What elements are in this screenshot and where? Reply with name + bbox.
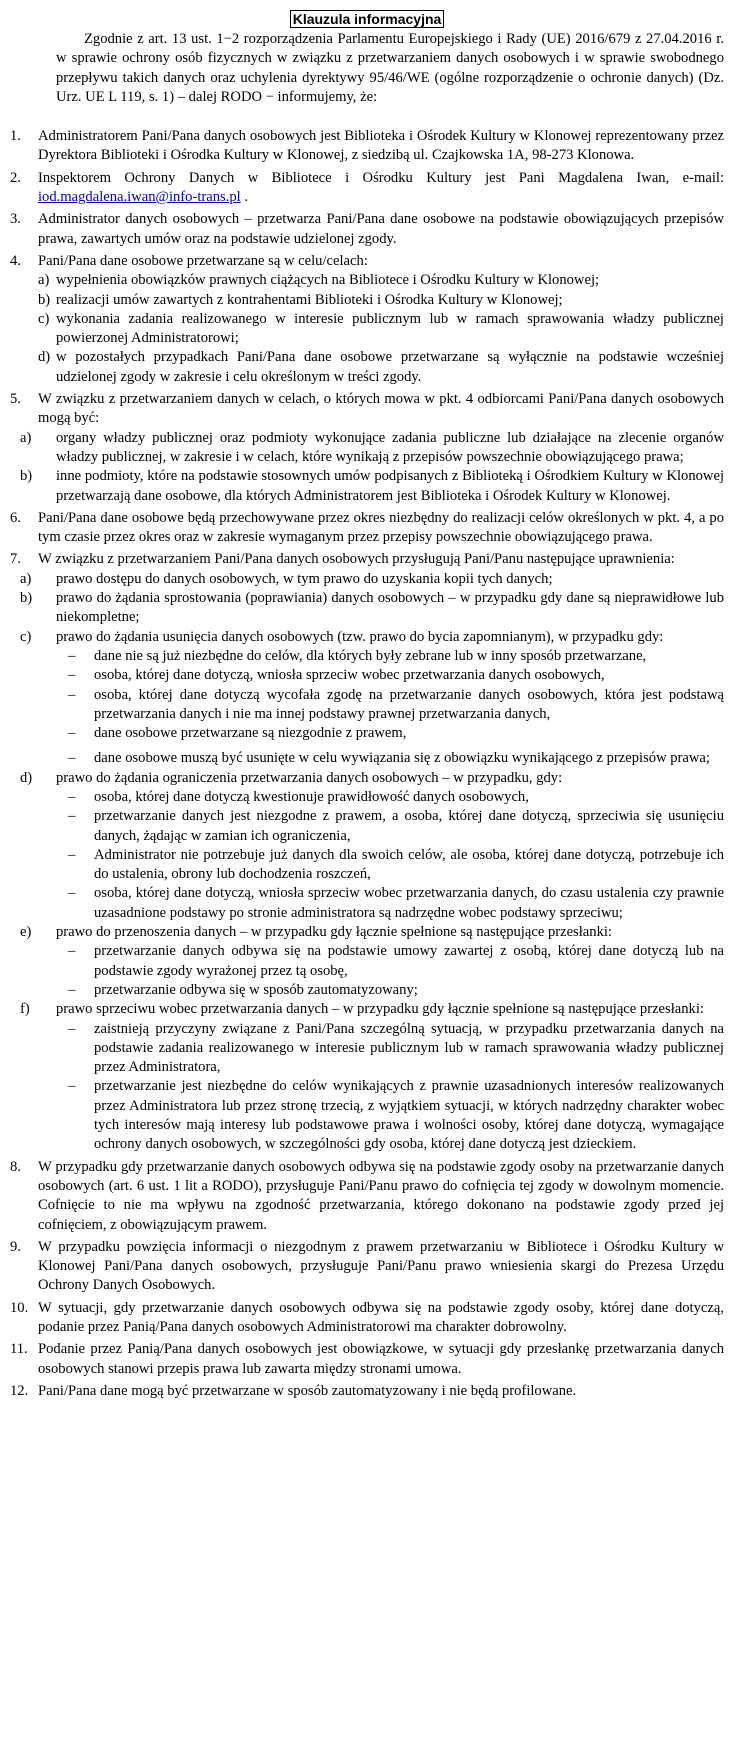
sub-item-label: a) [20, 429, 32, 446]
item-text-content: W przypadku powzięcia informacji o niezgodnym z prawem przetwarzaniu w Bibliotece i Ośrodku Kultury w Klonowej Pani/Pana danych osobowych, przysługuje Pani/Panu prawo wniesienia skargi do Prezesa Urzędu Ochrony Danych Osobowych. [38, 1238, 724, 1294]
item-number: 2. [10, 169, 21, 186]
item-text-content: W związku z przetwarzaniem Pani/Pana danych osobowych przysługują Pani/Panu następujące uprawnienia: [38, 551, 675, 568]
dash-item-text: osoba, której dane dotyczą, wniosła sprzeciw wobec przetwarzania danych, do czasu ustalenia czy prawnie uzasadnione podstawy po stronie administratora są nadrzędne wobec podstawy sprzeciwu; [94, 885, 724, 921]
list-item [10, 390, 724, 506]
dash-item [68, 724, 724, 743]
sub-item [20, 628, 724, 769]
item-text-content: Pani/Pana dane osobowe przetwarzane są w celu/celach: [38, 252, 368, 269]
item-number: 9. [10, 1238, 21, 1255]
list-item [10, 509, 724, 548]
sub-item-body [56, 570, 724, 589]
list-item [10, 1238, 724, 1296]
dash-item [68, 1077, 724, 1154]
list-item [10, 1382, 724, 1401]
dash-item-text: przetwarzanie odbywa się w sposób zautomatyzowany; [94, 981, 418, 998]
dash-item-text: dane osobowe muszą być usunięte w celu wywiązania się z obowiązku wynikającego z przepisów prawa; [94, 750, 710, 767]
dash-item-text: osoba, której dane dotyczą, wniosła sprzeciw wobec przetwarzania danych osobowych, [94, 667, 605, 684]
sub-item-text: prawo dostępu do danych osobowych, w tym prawo do uzyskania kopii tych danych; [56, 570, 553, 587]
item-text-content: Administratorem Pani/Pana danych osobowych jest Biblioteka i Ośrodek Kultury w Klonowej reprezentowany przez Dyrektora Biblioteki i Ośrodka Kultury w Klonowej, z siedzibą ul. Czajkowska 1A, 98-273 Klonowa. [38, 128, 724, 164]
dash-marker: – [68, 725, 76, 742]
dash-marker: – [68, 750, 76, 767]
item-text [38, 1382, 724, 1401]
item-number: 5. [10, 391, 21, 408]
clause-list [10, 127, 724, 1401]
item-text [38, 252, 724, 271]
dash-item [68, 807, 724, 846]
sub-item [20, 769, 724, 923]
dash-marker: – [68, 686, 76, 703]
item-number: 8. [10, 1158, 21, 1175]
list-item [10, 1340, 724, 1379]
document-title [10, 10, 724, 28]
title-text: Klauzula informacyjna [290, 10, 445, 28]
sub-item [20, 923, 724, 1000]
dash-item [68, 942, 724, 981]
sub-item-body [56, 628, 724, 769]
dash-item-text: osoba, której dane dotyczą kwestionuje prawidłowość danych osobowych, [94, 788, 529, 805]
list-item [10, 169, 724, 208]
item-number: 7. [10, 551, 21, 568]
item-body [20, 550, 724, 1154]
sub-item-label: b) [20, 468, 33, 485]
dash-marker: – [68, 1078, 76, 1095]
item-text [38, 509, 724, 548]
list-item [10, 1299, 724, 1338]
item-text-content: W przypadku gdy przetwarzanie danych osobowych odbywa się na podstawie zgody osoby na przetwarzanie danych osobowych (art. 6 ust. 1 lit a RODO), przysługuje Pani/Panu prawo do cofnięcia tej zgody w dowolnym momencie. Cofnięcie to nie ma wpływu na zgodność przetwarzania, którego dokonano na podstawie zgody przed jej cofnięciem, z obowiązującym prawem. [38, 1158, 724, 1233]
sub-item-label: d) [38, 349, 51, 366]
sub-item-label: b) [38, 291, 51, 308]
item-body [38, 169, 724, 208]
item-number: 6. [10, 509, 21, 526]
item-number: 3. [10, 211, 21, 228]
dash-marker: – [68, 667, 76, 684]
list-item [10, 1158, 724, 1235]
item-number: 1. [10, 128, 21, 145]
sub-item-text: wypełnienia obowiązków prawnych ciążących na Bibliotece i Ośrodku Kultury w Klonowej; [56, 272, 600, 289]
sub-item-body [56, 348, 724, 387]
list-item [10, 210, 724, 249]
sub-item-body [56, 923, 724, 1000]
item-text-content: Pani/Pana dane osobowe będą przechowywane przez okres niezbędny do realizacji celów określonych w pkt. 4, a po tym czasie przez okres oraz w zakresie wymaganym przez przepisy powszechnie obowiązującego prawa. [38, 509, 724, 546]
item-body [38, 252, 724, 387]
item-body [38, 127, 724, 166]
dash-item-text: przetwarzanie danych jest niezgodne z prawem, a osoba, której dane dotyczą, sprzeciwia się usunięciu danych, żądając w zamian ich ograniczenia, [94, 808, 724, 844]
item-body [20, 390, 724, 506]
sub-item [38, 271, 724, 290]
item-body [38, 509, 724, 548]
sub-item-body [56, 589, 724, 628]
sub-item-label: c) [38, 310, 50, 327]
sub-item [20, 429, 724, 468]
dash-marker: – [68, 885, 76, 902]
item-text [38, 1299, 724, 1338]
dash-item [68, 884, 724, 923]
dash-item [68, 686, 724, 725]
dash-item [68, 647, 724, 666]
sub-item-text: inne podmioty, które na podstawie stosownych umów podpisanych z Biblioteką i Ośrodkiem Kultury w Klonowej przetwarzają dane osobowe, dla których Administratorem jest Biblioteka i Ośrodek Kultury w Klonowej. [56, 468, 724, 504]
sub-item-label: a) [20, 570, 32, 587]
sub-item-body [56, 1000, 724, 1154]
item-text-content: W związku z przetwarzaniem danych w celach, o których mowa w pkt. 4 odbiorcami Pani/Pana danych osobowych mogą być: [38, 391, 724, 427]
item-number: 12. [10, 1382, 29, 1399]
dash-item-text: zaistnieją przyczyny związane z Pani/Pana szczególną sytuacją, w przypadku przetwarzania danych na podstawie zadania realizowanego w interesie publicznym lub w ramach sprawowania władzy publicznej przez Administratora, [94, 1020, 724, 1076]
dash-marker: – [68, 808, 76, 825]
item-text-content: Podanie przez Panią/Pana danych osobowych jest obowiązkowe, w sytuacji gdy przesłankę przetwarzania danych osobowych stanowi przepis prawa lub zawarta między stronami umowa. [38, 1341, 724, 1377]
sub-item-text: w pozostałych przypadkach Pani/Pana dane osobowe przetwarzane są wyłącznie na podstawie wcześniej udzielonej zgody w zakresie i celu określonym w treści zgody. [56, 349, 724, 385]
sub-item-text: prawo do żądania ograniczenia przetwarzania danych osobowych – w przypadku, gdy: [56, 769, 563, 786]
sub-item-body [56, 429, 724, 468]
intro-paragraph: Zgodnie z art. 13 ust. 1−2 rozporządzenia Parlamentu Europejskiego i Rady (UE) 2016/679 z 27.04.2016 r. w sprawie ochrony osób fizycznych w związku z przetwarzaniem danych osobowych i w sprawie swobodnego przepływu takich danych oraz uchylenia dyrektywy 95/46/WE (ogólne rozporządzenie o ochronie danych) (Dz. Urz. UE L 119, s. 1) – dalej RODO − informujemy, że: [56, 31, 724, 105]
sub-item-label: d) [20, 769, 33, 786]
sub-item-body [56, 310, 724, 349]
sub-item [20, 1000, 724, 1154]
dash-item [68, 666, 724, 685]
list-item [10, 127, 724, 166]
item-text [38, 550, 724, 569]
dash-item-text: osoba, której dane dotyczą wycofała zgodę na przetwarzanie danych osobowych, która jest podstawą przetwarzania danych i nie ma innej podstawy prawnej przetwarzania danych, [94, 686, 724, 722]
dash-item-text: przetwarzanie danych odbywa się na podstawie umowy zawartej z osobą, której dane dotyczą lub na podstawie zgody wyrażonej przez tą osobę, [94, 943, 724, 979]
dash-item [68, 846, 724, 885]
sub-item-body [56, 271, 724, 290]
item-number: 11. [10, 1341, 28, 1358]
dash-item-text: dane nie są już niezbędne do celów, dla których były zebrane lub w inny sposób przetwarzane, [94, 647, 647, 664]
sub-item [38, 291, 724, 310]
email-suffix: . [240, 189, 248, 206]
sub-item-body [56, 769, 724, 923]
item-text [38, 390, 724, 429]
item-body [38, 1382, 724, 1401]
item-text [38, 1158, 724, 1235]
email-link[interactable]: iod.magdalena.iwan@info-trans.pl [38, 189, 241, 206]
sub-item-text: prawo do żądania sprostowania (poprawiania) danych osobowych – w przypadku gdy dane są nieprawidłowe lub niekompletne; [56, 590, 724, 626]
item-text [38, 1238, 724, 1296]
sub-item [20, 467, 724, 506]
item-text-content: Administrator danych osobowych – przetwarza Pani/Pana dane osobowe na podstawie obowiązujących przepisów prawa, zawartych umów oraz na podstawie udzielonej zgody. [38, 211, 724, 247]
sub-item-label: b) [20, 590, 33, 607]
sub-item-body [56, 467, 724, 506]
sub-item-text: prawo sprzeciwu wobec przetwarzania danych – w przypadku gdy łącznie spełnione są następujące przesłanki: [56, 1001, 704, 1018]
item-text-content: Pani/Pana dane mogą być przetwarzane w sposób zautomatyzowany i nie będą profilowane. [38, 1382, 577, 1399]
item-body [38, 210, 724, 249]
dash-item [68, 749, 724, 768]
sub-item-text: organy władzy publicznej oraz podmioty wykonujące zadania publiczne lub działające na zlecenie organów władzy publicznej, w zakresie i w celach, które wynikają z przepisów powszechnie obowiązującego prawa; [56, 429, 724, 465]
sub-item-label: a) [38, 272, 50, 289]
dash-item [68, 981, 724, 1000]
item-body [38, 1238, 724, 1296]
dash-item-text: Administrator nie potrzebuje już danych dla swoich celów, ale osoba, której dane dotyczą, potrzebuje ich do ustalenia, obrony lub dochodzenia roszczeń, [94, 846, 724, 883]
dash-marker: – [68, 788, 76, 805]
item-number: 4. [10, 252, 21, 269]
dash-marker: – [68, 1020, 76, 1037]
item-body [38, 1299, 724, 1338]
item-text-content: W sytuacji, gdy przetwarzanie danych osobowych odbywa się na podstawie zgody osoby, której dane dotyczą, podanie przez Panią/Pana danych osobowych Administratorowi ma charakter dobrowolny. [38, 1299, 724, 1335]
sub-item-text: prawo do żądania usunięcia danych osobowych (tzw. prawo do bycia zapomnianym), w przypadku gdy: [56, 628, 664, 645]
sub-item-label: f) [20, 1001, 30, 1018]
dash-marker: – [68, 846, 76, 863]
item-text-content: Inspektorem Ochrony Danych w Bibliotece i Ośrodku Kultury jest Pani Magdalena Iwan, e-mail: [38, 169, 724, 186]
sub-item-label: e) [20, 924, 32, 941]
sub-item-label: c) [20, 628, 32, 645]
sub-item [20, 589, 724, 628]
sub-item [20, 570, 724, 589]
sub-item-text: prawo do przenoszenia danych – w przypadku gdy łącznie spełnione są następujące przesłanki: [56, 924, 612, 941]
dash-item-text: dane osobowe przetwarzane są niezgodnie z prawem, [94, 725, 407, 742]
item-text [38, 1340, 724, 1379]
dash-item-text: przetwarzanie jest niezbędne do celów wynikających z prawnie uzasadnionych interesów realizowanych przez Administratora lub przez stronę trzecią, z wyjątkiem sytuacji, w których nadrzędny charakter wobec tych interesów mają interesy lub podstawowe prawa i wolności osoby, której dane dotyczą, wymagające ochrony danych osobowych, w szczególności gdy osoba, której dane dotyczą jest dzieckiem. [94, 1078, 724, 1153]
item-number: 10. [10, 1299, 29, 1316]
sub-item [38, 348, 724, 387]
item-text [38, 169, 724, 208]
item-text [38, 127, 724, 166]
list-item [10, 550, 724, 1154]
dash-item [68, 1020, 724, 1078]
dash-item [68, 788, 724, 807]
list-item [10, 252, 724, 387]
dash-marker: – [68, 981, 76, 998]
sub-item-text: wykonania zadania realizowanego w interesie publicznym lub w ramach sprawowania władzy publicznej powierzonej Administratorowi; [56, 310, 724, 347]
item-body [38, 1158, 724, 1235]
sub-item-text: realizacji umów zawartych z kontrahentami Biblioteki i Ośrodka Kultury w Klonowej; [56, 291, 563, 308]
sub-item [38, 310, 724, 349]
item-body [38, 1340, 724, 1379]
dash-marker: – [68, 647, 76, 664]
sub-item-body [56, 291, 724, 310]
item-text [38, 210, 724, 249]
dash-marker: – [68, 943, 76, 960]
